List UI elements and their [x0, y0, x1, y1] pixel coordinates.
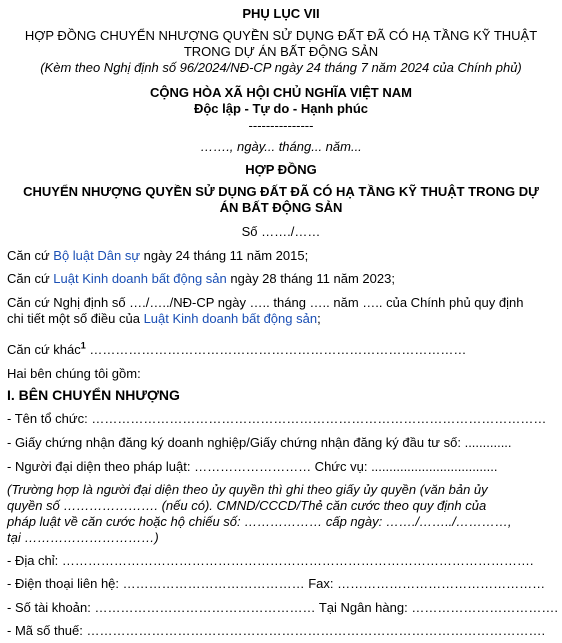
basis-prefix: Căn cứ [7, 248, 54, 263]
basis-civil-code [7, 248, 308, 264]
appendix-title-line-1: HỢP ĐỒNG CHUYỂN NHƯỢNG QUYỀN SỬ DỤNG ĐẤT ĐÃ CÓ HẠ TẦNG KỸ THUẬT [24, 28, 538, 43]
national-motto: Độc lập - Tự do - Hạnh phúc [193, 101, 369, 116]
contract-heading: HỢP ĐỒNG [245, 162, 317, 177]
basis-other [7, 342, 466, 358]
field-phone-fax: - Điện thoại liên hệ: …………………………………… Fax: ………………………………………… [7, 576, 546, 591]
field-legal-representative: - Người đại diện theo pháp luật: ……………………… Chức vụ: ................................... [7, 459, 498, 474]
authorization-note-line-3: pháp luật về căn cước hoặc hộ chiếu số: ……………… cấp ngày: ……./……../…………, [7, 514, 512, 529]
appendix-label: PHỤ LỤC VII [242, 6, 320, 21]
contract-subject-line-1: CHUYỂN NHƯỢNG QUYỀN SỬ DỤNG ĐẤT ĐÃ CÓ HẠ TẦNG KỸ THUẬT TRONG DỰ [23, 184, 539, 199]
contract-number: Số ……./…… [241, 224, 321, 239]
basis-other-label: Căn cứ khác [7, 342, 81, 357]
basis-suffix: ngày 24 tháng 11 năm 2015; [140, 248, 309, 263]
authorization-note-line-4: tại …………………………) [7, 530, 159, 545]
section-transferor-heading: I. BÊN CHUYỂN NHƯỢNG [7, 387, 180, 403]
real-estate-law-link[interactable]: Luật Kinh doanh bất động sản [53, 271, 227, 286]
authorization-note-line-2: quyền số …………………. (nếu có). CMND/CCCD/Thẻ căn cước theo quy định của [7, 498, 487, 513]
date-line: ……., ngày... tháng... năm... [200, 139, 362, 154]
basis-decree-line-1: Căn cứ Nghị định số …./…../NĐ-CP ngày ….. tháng ….. năm ….. của Chính phủ quy định [7, 295, 524, 310]
national-name: CỘNG HÒA XÃ HỘI CHỦ NGHĨA VIỆT NAM [150, 85, 412, 100]
motto-separator: --------------- [248, 118, 314, 133]
field-registration-certificate: - Giấy chứng nhận đăng ký doanh nghiệp/Giấy chứng nhận đăng ký đầu tư số: ............. [7, 435, 512, 450]
parties-intro: Hai bên chúng tôi gồm: [7, 366, 141, 381]
basis-real-estate-law [7, 271, 395, 287]
real-estate-law-link-2[interactable]: Luật Kinh doanh bất động sản [143, 311, 318, 326]
basis-decree-line-2 [7, 311, 321, 327]
field-tax-code: - Mã số thuế: ……………………………………………………………………………………………. [7, 623, 546, 638]
field-bank-account: - Số tài khoản: …………………………………………… Tại Ngân hàng: ……………………………. [7, 600, 558, 615]
authorization-note-line-1: (Trường hợp là người đại diện theo ủy quyền thì ghi theo giấy ủy quyền (văn bản ủy [7, 482, 488, 497]
basis-suffix: ngày 28 tháng 11 năm 2023; [226, 271, 395, 286]
field-organization-name: - Tên tổ chức: …………………………………………………………………………………………… [7, 411, 547, 426]
contract-subject-line-2: ÁN BẤT ĐỘNG SẢN [219, 200, 343, 215]
field-address: - Địa chỉ: ………………………………………………………………………………………………. [7, 553, 534, 568]
decree-reference-note: (Kèm theo Nghị định số 96/2024/NĐ-CP ngày 24 tháng 7 năm 2024 của Chính phủ) [40, 60, 522, 75]
basis-other-dots: …………………………………………………………………………… [85, 342, 467, 357]
basis-prefix: Căn cứ [7, 271, 54, 286]
basis-prefix: chi tiết một số điều của [7, 311, 144, 326]
basis-suffix: ; [317, 311, 321, 326]
footnote-marker[interactable]: 1 [80, 340, 86, 351]
appendix-title-line-2: TRONG DỰ ÁN BẤT ĐỘNG SẢN [183, 44, 379, 59]
civil-code-link[interactable]: Bộ luật Dân sự [53, 248, 141, 263]
